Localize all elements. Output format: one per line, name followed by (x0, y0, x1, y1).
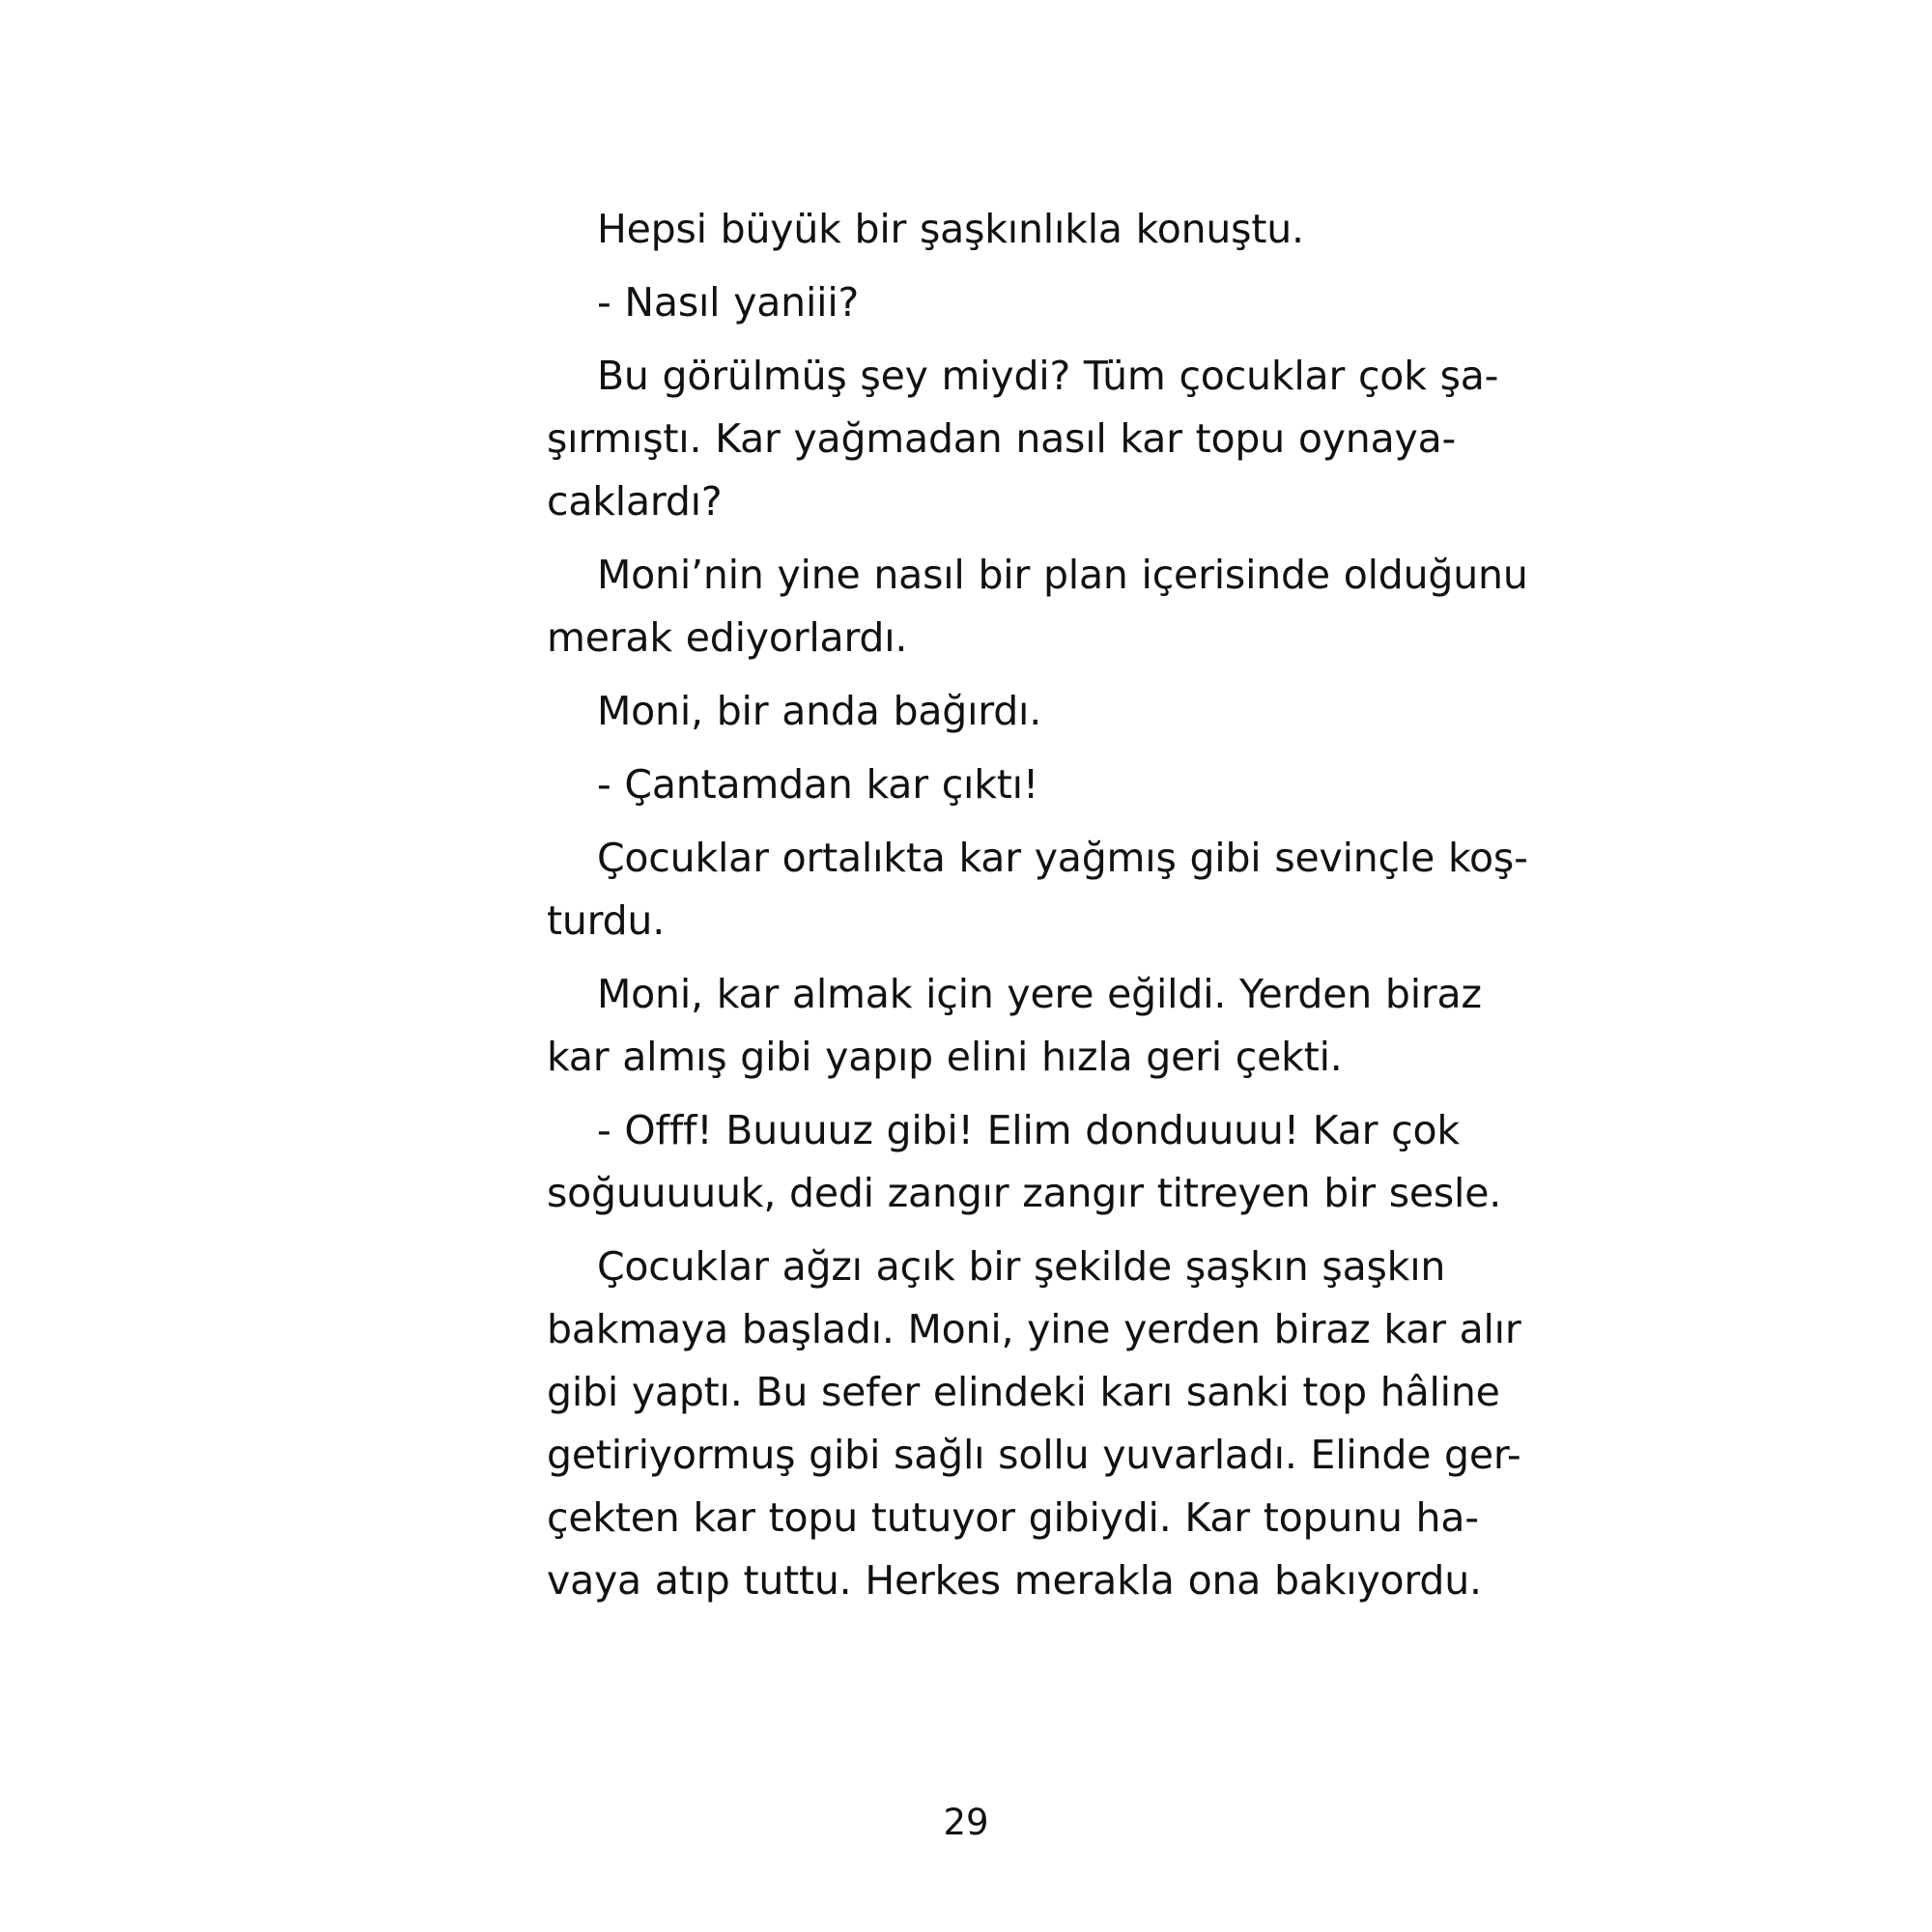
text-line: - Offf! Buuuuz gibi! Elim donduuuu! Kar çok (597, 1107, 1460, 1153)
text-line: Çocuklar ağzı açık bir şekilde şaşkın şaşkın (597, 1243, 1446, 1290)
text-line: merak ediyorlardı. (547, 614, 908, 661)
text-line: Çocuklar ortalıkta kar yağmış gibi sevinçle koş- (597, 835, 1528, 881)
text-line: vaya atıp tuttu. Herkes merakla ona bakıyordu. (547, 1557, 1482, 1604)
body-text (547, 198, 1528, 1612)
text-line: çekten kar topu tutuyor gibiydi. Kar topunu ha- (547, 1494, 1479, 1541)
text-line: getiriyormuş gibi sağlı sollu yuvarladı. Elinde ger- (547, 1432, 1521, 1478)
text-line: bakmaya başladı. Moni, yine yerden biraz kar alır (547, 1306, 1521, 1352)
text-line: - Çantamdan kar çıktı! (597, 761, 1039, 808)
text-line: Bu görülmüş şey miydi? Tüm çocuklar çok şa- (597, 353, 1499, 399)
page-number: 29 (943, 1802, 989, 1843)
text-line: gibi yaptı. Bu sefer elindeki karı sanki top hâline (547, 1369, 1500, 1415)
text-line: soğuuuuuk, dedi zangır zangır titreyen bir sesle. (547, 1170, 1502, 1216)
text-line: turdu. (547, 897, 666, 944)
text-line: kar almış gibi yapıp elini hızla geri çekti. (547, 1034, 1343, 1080)
text-line: Hepsi büyük bir şaşkınlıkla konuştu. (597, 206, 1304, 252)
text-line: Moni’nin yine nasıl bir plan içerisinde olduğunu (597, 552, 1528, 598)
text-line: şırmıştı. Kar yağmadan nasıl kar topu oynaya- (547, 415, 1457, 462)
text-line: - Nasıl yaniii? (597, 279, 860, 326)
text-line: caklardı? (547, 478, 723, 525)
text-line: Moni, bir anda bağırdı. (597, 688, 1042, 734)
text-line: Moni, kar almak için yere eğildi. Yerden biraz (597, 971, 1482, 1017)
